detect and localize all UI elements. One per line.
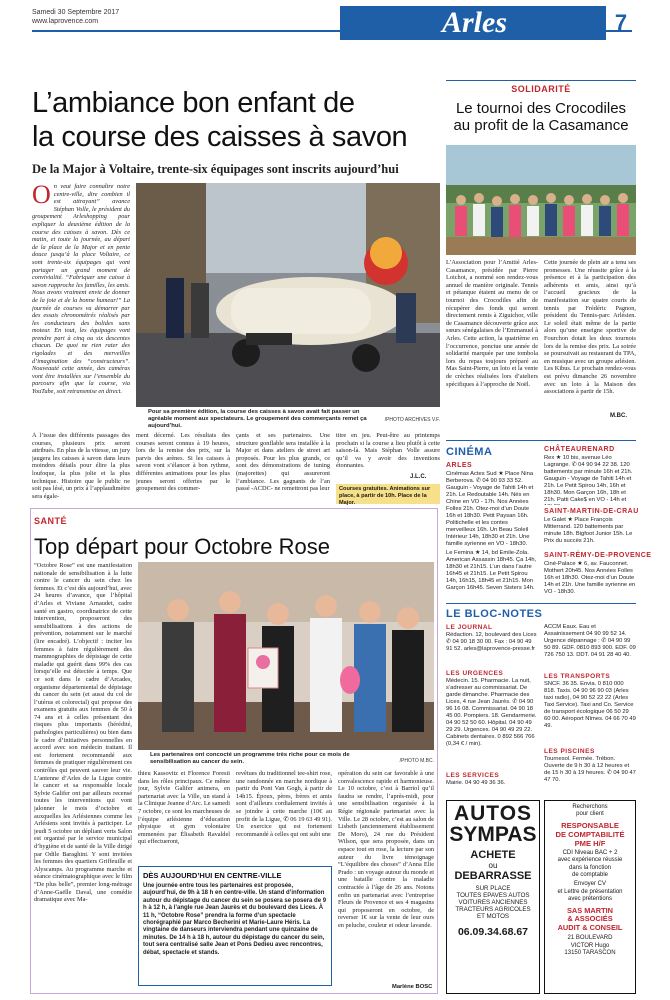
sante-tag: SANTÉ bbox=[34, 516, 68, 526]
soapbox-race-photo bbox=[136, 183, 440, 407]
ad1-line-sur-place: SUR PLACE bbox=[475, 885, 511, 892]
ad2-l1: Recherchons bbox=[572, 804, 608, 810]
cinema-srp-listing: Ciné-Palace ★ 6, av. Fauconnet. Mothert 20h45. Nos Années Folles 16h et 18h30. Otez-moi d’un Doute 14h et 21h. Une famille syrienne en VO - 18h30. bbox=[544, 561, 636, 595]
ad2-l6: CDI Niveau BAC + 2 bbox=[562, 849, 618, 856]
ad1-line-epaves: TOUTES EPAVES AUTOS bbox=[456, 892, 530, 899]
soapbox-photo-drawing bbox=[136, 183, 440, 407]
main-photo-credit: /PHOTO ARCHIVES V.F. bbox=[384, 417, 440, 423]
piscines-text: Tournesol. Fermée. Trébon. Ouverte de 9 h 30 à 12 heures et de 15 h 30 à 19 heures. ✆ 04 90 47 47 70. bbox=[544, 756, 636, 783]
sante-box-title: DÈS AUJOURD’HUI EN CENTRE-VILLE bbox=[143, 871, 282, 880]
cinema-chateaurenard-listing: Rex ★ 10 bis, avenue Léo Lagrange. ✆ 04 90 94 22 38. 120 battements par minute 16h et 21h. Gauguin - Voyage de Tahiti 14h et 21h. Le Petit Spirou 14h, 16h et 18h30. Mon Garçon 16h, 18h et 21h. Patti Cake$ en VO - 14h et bbox=[544, 455, 633, 503]
cinema-rule bbox=[446, 440, 636, 441]
ad1-line-anciennes: VOITURES ANCIENNES bbox=[458, 899, 528, 906]
urgences-label: LES URGENCES bbox=[446, 670, 504, 677]
solidarite-column-1: L’Association pour l’Amitié Arles-Casamance, présidée par Pierre Loichot, a nommé son rendez-vous annuel de manière originale. Tennis et pétanque étaient au menu de ce tournoi des Crocodiles afin de récupérer des fonds qui seront directement remis à Ziguichor, ville de Casamance découverte grâce aux sœurs sénégalaises de l’Emmanuel à Arles. Cette action, la quatrième en l’occurrence, ponctue une année de solidarité marquée par une tombola lors du repas toujours préparé au Mas Saint-Pierre, un loto et la vente de crèches réalisées lors d’ateliers spécifiques à l’approche de Noël. bbox=[446, 259, 538, 388]
sante-column-3: revêtues du traditionnel tee-shirt rose, une randonnée en marche nordique à partir du Pont Van Gogh, à partir de 14h15. Époux, pères, frères et amis sont d’ailleurs cordialement invités à se joindre à cette marche (10€ au profit de la Ligue, ✆ 06 19 63 49 91). Un exercice qui est fortement recommandé à celles qui ont subi une bbox=[236, 770, 332, 838]
section-banner: Arles bbox=[340, 6, 606, 40]
solidarite-tag: SOLIDARITÉ bbox=[511, 84, 571, 94]
sante-box-text: Une journée entre tous les partenaires est proposée, aujourd’hui, de 9h à 18 h en centre-ville. Un stand d’information autour du dépistage du cancer du sein se posera se posera de 9 h à 12 h, à l’angle rue Jean Jaurès et du boulevard des Lices. À 11 h, “Octobre Rose” prendra la forme d’un spectacle chorégraphié par Marco Becherini et Marie-Laure Héris. La vingtaine de danseurs interviendra pendant une quinzaine de minutes. De 14 h à 18 h, autour du dépistage du cancer du sein, tout sera centralisé salle Jean et Pons Dedieu avec rencontres, débat, spectacle et stands. bbox=[143, 883, 327, 956]
main-column-5: titre en jeu. Peut-être au printemps prochain si la course a lieu plutôt à cette saison-là. Mais Stéphan Volle assure qu’il va y avoir des inventions étonnantes. bbox=[336, 432, 440, 470]
main-photo-caption: Pour sa première édition, la course des caisses à savon avait fait passer un agréable moment aux spectateurs. Le groupement des commerçants remet ça aujourd’hui. bbox=[148, 409, 367, 429]
solidarite-column-2: Cette journée de plein air a tenu ses promesses. Une réussite grâce à la présence et à la participation des adhérents et amis, ainsi qu’à l’accueil gracieux de la manifestation sur quatre courts de tennis par Frédéric Pagnon, président du Tennis-parc Arlésien. Le soleil était même de la partie alors qu’une enseigne sportive de Fourchon dotait les deux tournois lors de la remise des prix. La soirée se poursuivait au restaurant du TPA, en musique avec un groupe arlésien. Les Kibus. Le prochain rendez-vous est prévu dimanche 26 novembre avec un loto à la Maison des associations à partir de 15h. bbox=[544, 259, 636, 396]
ad2-l10: Envoyer CV bbox=[573, 881, 606, 888]
sante-headline: Top départ pour Octobre Rose bbox=[34, 534, 330, 559]
sante-column-2: thieu Kassovitz et Florence Foresti dans les rôles principaux. Ce même jour, Sylvie Galifer animera, en partenariat avec la Ville, un stand à la Clinique Jeanne d’Arc. Le samedi 7 octobre, ce sont les marcheuses de l’équipe arlésienne d’éducation physique et gym volontaire emmenées par Élisabeth Ravaldel qui effectueront, bbox=[138, 770, 230, 846]
blocnotes-title: LE BLOC-NOTES bbox=[446, 608, 543, 620]
cinema-arles-listing: Cinémas Actes Sud ★ Place Nina Berberova. ✆ 04 90 93 33 52. Gauguin - Voyage de Tahiti 14h et 21h. Le Redoutable 14h. Nés en Chine en VO - 17h. Nos Années Folles 21h. Otez-moi d’un Doute 16h et 18h30. Petit Paysan 16h. Politichelle et les contes merveilleux 16h. Un Beau Soleil Intérieur 14h, 18h30 et 21h. Une famille syrienne en VO - 18h30. bbox=[446, 471, 534, 547]
ad2-l16: 21 BOULEVARD bbox=[567, 935, 613, 942]
main-author: J.L.C. bbox=[410, 474, 427, 480]
solidarite-headline: Le tournoi des Crocodiles au profit de la Casamance bbox=[453, 100, 629, 134]
issue-date: Samedi 30 Septembre 2017 bbox=[32, 9, 120, 16]
octobre-rose-team-photo bbox=[138, 562, 434, 750]
ad2-l15: AUDIT & CONSEIL bbox=[557, 922, 623, 932]
ad2-l17: VICTOR Hugo bbox=[570, 942, 610, 949]
autos-sympas-ad bbox=[446, 800, 540, 994]
journal-label: LE JOURNAL bbox=[446, 624, 493, 631]
main-headline-line-1: L’ambiance bon enfant de bbox=[32, 87, 355, 119]
ad1-line-ou: ou bbox=[488, 861, 498, 870]
main-column-4: çants et ses partenaires. Une structure gonflable sera installée à la Major et dans ateliers de street art proposés. Pour les plus grands, ce sont des démonstrations de tuning (majorettes) qui assureront l’ambiance. Les gagnants de l’an passé -ACDC- ne remettront pas leur bbox=[236, 432, 330, 493]
main-subhead: De la Major à Voltaire, trente-six équipages sont inscrits aujourd’hui bbox=[32, 162, 399, 176]
main-dropcap: O bbox=[32, 183, 51, 209]
ad2-l7: avec expérience réussie bbox=[557, 857, 623, 864]
main-column-3: ment décerné. Les résultats des courses seront connus à 19 heures, lors de la remise des prix, sur la parvis des arènes. Si les caisses à savon vont s’élancer à bon rythme, différentes animations pour les plus jeunes seront offertes par le groupement des commer- bbox=[136, 432, 230, 493]
cinema-srp-label: SAINT-RÉMY-DE-PROVENCE bbox=[544, 552, 652, 559]
ad2-l2: pour client bbox=[576, 811, 604, 818]
ad2-l11: et Lettre de présentation bbox=[557, 888, 623, 895]
page-number: 7 bbox=[614, 10, 628, 35]
crocodiles-photo-drawing bbox=[446, 145, 636, 255]
crocodiles-tournament-photo bbox=[446, 145, 636, 255]
sante-info-box bbox=[138, 866, 332, 986]
main-lead-text: n veut faire connaître notre centre-ville, dire combien il est attrayant” avance Stéphan Volle, le président du groupement Arleshopping pour expliquer la deuxième édition de la course des caisses à savon. Dès ce matin, et toute la journée, au départ de la place de la Major et en pente douce jusqu’à la place Voltaire, ce sont trente-six équipages qui vont partager un grand moment de convivialité. “Fabriquer une caisse à savon rapproche les familles, les amis. Nous avons vraiment envie de donner de la joie et de la bonne humeur!” La journée de courses va démarrer par des essais chronométrés réalisés par les conducteurs des bolides sans moteur. En tout, les équipages vont prendre part à cinq ou six descentes chacun. De quoi ne rien rater des rigolades et des merveilles d’imagination des “constructeurs”. Nouveauté cette année, des caméras vont être installées sur l’ensemble du parcours afin que la course, via YouTube, soit retransmise en direct. bbox=[32, 183, 130, 396]
main-headline-line-2: la course des caisses à savon bbox=[32, 121, 408, 153]
ad1-line-tracteurs: TRACTEURS AGRICOLES bbox=[455, 906, 531, 913]
accm-text: ACCM Eaux. Eau et Assainissement 04 90 99 52 14. Urgence dépannage : ✆ 04 90 99 50 89. GDF. 0810 893 900. EDF. 09 726 750 13. DDT. 04 91 28 40 40. bbox=[544, 624, 636, 658]
octobre-rose-photo-drawing bbox=[138, 562, 434, 750]
sante-photo-credit: /PHOTO M.BC. bbox=[399, 758, 434, 764]
ad2-l8: dans la fonction bbox=[568, 864, 612, 871]
main-headline bbox=[32, 86, 442, 154]
ad2-l18: 13150 TARASCON bbox=[564, 950, 616, 957]
transports-label: LES TRANSPORTS bbox=[544, 673, 611, 680]
sante-photo-caption: Les partenaires ont concocté un programme très riche pour ce mois de sensibilisation au cancer du sein. bbox=[150, 752, 350, 765]
cinema-arles-label: ARLES bbox=[446, 462, 473, 469]
ad2-l5: PME H/F bbox=[574, 838, 606, 848]
solidarite-author: M.BC. bbox=[610, 413, 627, 419]
ad1-phone: 06.09.34.68.67 bbox=[457, 926, 529, 938]
sante-column-4: opération du sein car favorable à une convalescence rapide et harmonieuse. Le 10 octobre, c’est à Barriol qu’il faudra se rendre, l’après-midi, pour une sensibilisation organisée à la Régie régionale partenariat avec la Ville. Le 28 octobre, c’est au salon de Lisbeth (anciennement établissement De Moro), 24 rue du Président Wilson, que sera proposée, dans un espace tout en rose, la lecture par son auteur du livre témoignage “L’équilibre des choses” d’Anna Elie Prado : un voyage autour du monde et une bataille contre la maladie contractée à l’âge de 26 ans. Notons enfin un partenariat avec l’entreprise Fleurs de Provence et ses 4 magasins qui proposeront en octobre, de reverser 1€ sur la vente de leur ours en peluche, couleur et odeur lavande. bbox=[338, 770, 434, 929]
cinema-smc-label: SAINT-MARTIN-DE-CRAU bbox=[544, 508, 639, 515]
cinema-chateaurenard-label: CHÂTEAURENARD bbox=[544, 446, 615, 453]
main-column-2: À l’issue des différents passages des courses, plusieurs prix seront attribués. En plus de la vitesse, un jury jaugera les caisses à savon dans leurs moindres détails pour élire la plus loufoque, la plus jolie et la plus technique. Histoire que le public ne soit pas lésé, un prix à l’applaudimètre sera égale- bbox=[32, 432, 130, 500]
ad2-l12: avec prétentions bbox=[567, 896, 613, 903]
comptabilite-job-ad bbox=[544, 800, 636, 994]
ad1-line-achete: ACHETE bbox=[470, 849, 516, 861]
cinema-title: CINÉMA bbox=[446, 446, 493, 458]
ad2-l9: de comptable bbox=[571, 872, 609, 879]
piscines-label: LES PISCINES bbox=[544, 748, 595, 755]
cinema-femina-listing: Le Femina ★ 14, bd Émile-Zola. American Assassin 18h45. Ça 14h, 18h30 et 21h15. L’un dans l’autre 16h45 et 21h15. Le Petit Spirou 14h, 16h15, 18h45 et 21h15. Mon Garçon 16h45. Seven Sisters 14h. bbox=[446, 550, 537, 591]
ad1-line-debarrasse: DEBARRASSE bbox=[454, 870, 532, 882]
ad2-l14: & ASSOCIÉS bbox=[567, 914, 613, 924]
ad2-l3: RESPONSABLE bbox=[561, 820, 619, 830]
website: www.laprovence.com bbox=[32, 18, 99, 25]
services-text: Mairie. 04 90 49 36 36. bbox=[446, 780, 506, 786]
cinema-smc-listing: Le Galet ★ Place François Mitterrand. 120 battements par minute 18h. Bigfoot Junior 15h. Le Prix du succès 21h. bbox=[544, 517, 633, 544]
blocnotes-rule bbox=[446, 603, 636, 604]
transports-text: SNCF. 36 35. Envia. 0 810 000 818. Taxis. 04 90 96 90 03 (Arles taxi radio), 04 90 52 22 22 (Arles Taxi Service). Taxi and Co. Service de transport écologique 06 50 29 60 00. Aéroport Nîmes. 04 66 70 49 49. bbox=[544, 681, 636, 729]
sante-column-1: “Octobre Rose” est une manifestation nationale de sensibilisation à la lutte contre le cancer du sein chez les femmes. Et c’est dès aujourd’hui, avec 24 heures d’avance, que l’hôpital d’Arles et Viviane Arnaudet, cadre santé en gastro, coordinatrice de cette intervention, proposeront des sensibilisations à des actions de prévention, notamment sur le marché (lire encadré). L’objectif : inciter les femmes à faire régulièrement des mammographies de dépistage de cette maladie qui guérit dans 99% des cas lorsqu’elle est détectée à temps. Que ce soit dans le cadre d’Arcades, organisme départemental de dépistage du cancer du sein (et aussi du col de l’utérus et colorectal) qui propose des examens gratuits aux femmes de 50 à 74 ans et à celles présentant des risques plus importants (hérédité, pathologies particulières) ou bien dans le cadre d’initiatives personnelles en accord avec son médecin traitant. Il est fortement recommandé aux femmes de pratiquer régulièrement ces contrôles qui peuvent sauver leur vie. L’antenne d’Arles de la Ligue contre le cancer et sa responsable locale Sylvie Galifer ont par ailleurs recensé toutes les interventions qui vont jalonner le mois d’octobre et auxquelles les Arlésiennes comme les Arlésiens sont invités à participer. Le jeudi 5 octobre un dépliant verts Salon est organisé par le service municipal d’hygiène et de santé de la Ville dirigé par Odile Baraghini. Y sont invitées les femmes des quartiers Griffeuille et Alyscamps. Au programme marche et séance cinématographique avec le film “De plus belle”, premier long-métrage d’Anne-Gaëlle Daval, une comédie dramatique avec Ma- bbox=[34, 562, 132, 904]
main-info-note: Courses gratuites. Animations sur place, à partir de 10h. Place de la Major. bbox=[336, 484, 440, 504]
header-date-block bbox=[32, 8, 119, 26]
urgences-text: Médecin. 15. Pharmacie. La nuit, s’adresser au commissariat. De garde dimanche. Pharmacie des Lices, 4 rue Jean Jaurès. ✆ 04 90 96 16 08. Commissariat. 04 90 18 45 00. Pompiers. 18. Gendarmerie. 04 90 52 50 60. Hôpital. 04 90 49 29 29. Urgences. 04 90 49 29 22. Cabinets dentaires. 0 892 566 766 (0,34 € / min). bbox=[446, 678, 537, 747]
sante-author: Marlène BOSC bbox=[392, 984, 433, 990]
journal-text: Rédaction. 12, boulevard des Lices ✆ 04 90 18 30 00. Fax : 04 90 49 91 52. arles@laprovence-presse.fr bbox=[446, 632, 537, 652]
solidarite-rule bbox=[446, 80, 636, 81]
ad1-line-sympas: SYMPAS bbox=[449, 823, 537, 846]
ad2-l4: DE COMPTABILITÉ bbox=[555, 829, 625, 839]
ad1-line-autos: AUTOS bbox=[453, 802, 533, 825]
ad2-l13: SAS MARTIN bbox=[567, 905, 613, 915]
ad1-line-motos: ET MOTOS bbox=[476, 913, 510, 920]
services-label: LES SERVICES bbox=[446, 772, 500, 779]
